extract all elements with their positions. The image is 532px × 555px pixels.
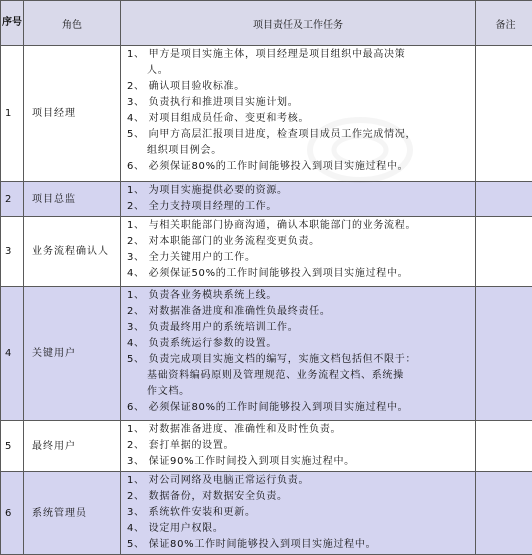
duty-item: 3、 系统软件安装和更新。 bbox=[127, 505, 471, 521]
duty-list bbox=[121, 421, 476, 472]
duty-item: 4、 设定用户权限。 bbox=[127, 521, 471, 537]
duty-list bbox=[121, 182, 476, 217]
duty-item: 3、 负责执行和推进项目实施计划。 bbox=[127, 95, 471, 111]
row-note bbox=[476, 421, 532, 472]
duty-item: 2、 对本职能部门的业务流程变更负责。 bbox=[127, 234, 471, 250]
table-row bbox=[1, 287, 532, 421]
duty-item: 2、 对数据准备进度和准确性负最终责任。 bbox=[127, 304, 471, 320]
role-name: 项目经理 bbox=[24, 46, 121, 182]
header-no: 序号 bbox=[1, 1, 24, 46]
role-name: 系统管理员 bbox=[24, 472, 121, 555]
role-name: 业务流程确认人 bbox=[24, 217, 121, 287]
duty-item: 1、 对公司网络及电脑正常运行负责。 bbox=[127, 473, 471, 489]
duty-item: 5、 向甲方高层汇报项目进度，检查项目成员工作完成情况， bbox=[127, 127, 471, 143]
row-number: 6 bbox=[1, 472, 24, 555]
duty-item: 5、 保证80%工作时间能够投入到项目实施过程中。 bbox=[127, 537, 471, 553]
duty-item: 4、 对项目组成员任命、变更和考核。 bbox=[127, 111, 471, 127]
row-note bbox=[476, 217, 532, 287]
duty-item: 作文档。 bbox=[127, 384, 471, 400]
duty-item: 基础资料编码原则及管理规范、业务流程文档、系统操 bbox=[127, 368, 471, 384]
duty-item: 1、 对数据准备进度、准确性和及时性负责。 bbox=[127, 422, 471, 438]
role-name: 关键用户 bbox=[24, 287, 121, 421]
row-note bbox=[476, 287, 532, 421]
duty-item: 组织项目例会。 bbox=[127, 143, 471, 159]
row-number: 2 bbox=[1, 182, 24, 217]
row-note bbox=[476, 182, 532, 217]
duty-item: 3、 全力关键用户的工作。 bbox=[127, 250, 471, 266]
duty-item: 4、 负责系统运行参数的设置。 bbox=[127, 336, 471, 352]
table-row bbox=[1, 46, 532, 182]
duty-list bbox=[121, 46, 476, 182]
row-number: 5 bbox=[1, 421, 24, 472]
row-number: 1 bbox=[1, 46, 24, 182]
duty-item: 1、 与相关职能部门协商沟通，确认本职能部门的业务流程。 bbox=[127, 218, 471, 234]
header-note: 备注 bbox=[476, 1, 532, 46]
role-name: 项目总监 bbox=[24, 182, 121, 217]
duty-item: 2、 全力支持项目经理的工作。 bbox=[127, 199, 471, 215]
duty-item: 人。 bbox=[127, 63, 471, 79]
header-role: 角色 bbox=[24, 1, 121, 46]
duty-item: 1、 甲方是项目实施主体，项目经理是项目组织中最高决策 bbox=[127, 47, 471, 63]
table-row bbox=[1, 217, 532, 287]
table-row bbox=[1, 472, 532, 555]
duty-list bbox=[121, 287, 476, 421]
duty-list bbox=[121, 472, 476, 555]
row-number: 3 bbox=[1, 217, 24, 287]
role-name: 最终用户 bbox=[24, 421, 121, 472]
table-row bbox=[1, 182, 532, 217]
duty-item: 4、 必须保证50%的工作时间能够投入到项目实施过程中。 bbox=[127, 266, 471, 282]
duty-item: 1、 为项目实施提供必要的资源。 bbox=[127, 183, 471, 199]
header-duty: 项目责任及工作任务 bbox=[121, 1, 476, 46]
table-body bbox=[1, 46, 532, 555]
row-note bbox=[476, 46, 532, 182]
table-header-row bbox=[1, 1, 532, 46]
duty-item: 6、 必须保证80%的工作时间能够投入到项目实施过程中。 bbox=[127, 400, 471, 416]
row-number: 4 bbox=[1, 287, 24, 421]
duty-item: 5、 负责完成项目实施文档的编写，实施文档包括但不限于： bbox=[127, 352, 471, 368]
duty-item: 2、 套打单据的设置。 bbox=[127, 438, 471, 454]
duty-item: 1、 负责各业务模块系统上线。 bbox=[127, 288, 471, 304]
table-row bbox=[1, 421, 532, 472]
row-note bbox=[476, 472, 532, 555]
duty-item: 2、 确认项目验收标准。 bbox=[127, 79, 471, 95]
duty-item: 2、 数据备份，对数据安全负责。 bbox=[127, 489, 471, 505]
duty-item: 3、 保证90%工作时间投入到项目实施过程中。 bbox=[127, 454, 471, 470]
duty-item: 6、 必须保证80%的工作时间能够投入到项目实施过程中。 bbox=[127, 159, 471, 175]
duty-list bbox=[121, 217, 476, 287]
duty-item: 3、 负责最终用户的系统培训工作。 bbox=[127, 320, 471, 336]
